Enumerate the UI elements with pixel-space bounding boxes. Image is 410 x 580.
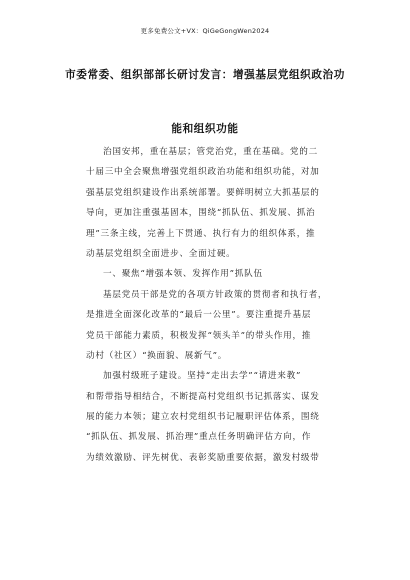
body-line: 动村（社区）“换面貌、展新气”。 (86, 350, 228, 361)
body-line: 展的能力本领；建立农村党组织书记履职评估体系，围绕 (86, 412, 320, 423)
body-line: 加强村级班子建设。坚持“走出去学”“请进来教” (103, 371, 302, 382)
body-line: 理”三条主线，完善上下贯通、执行有力的组织体系，推 (86, 228, 316, 239)
document-title-line-2: 能和组织功能 (171, 123, 239, 135)
body-line: 基层党员干部是党的各项方针政策的贯彻者和执行者， (103, 289, 328, 300)
body-line: 十届三中全会聚焦增强党组织政治功能和组织功能，对加 (86, 167, 320, 178)
header-note: 更多免费公文+VX：QiGeGongWen2024 (140, 27, 270, 35)
document-body (86, 142, 356, 468)
section-heading: 一、聚焦“增强本领、发挥作用”抓队伍 (103, 269, 263, 280)
body-line: 治国安邦，重在基层；管党治党，重在基础。党的二 (103, 147, 318, 157)
body-line: 导向，更加注重强基固本，围绕“抓队伍、抓发展、抓治 (86, 208, 316, 219)
body-line: 党员干部能力素质，积极发挥“领头羊”的带头作用，推 (86, 330, 312, 341)
body-line: 为绩效激励、评先树优、表彰奖励重要依据，激发村级带 (86, 452, 320, 463)
body-line: 动基层党组织全面进步、全面过硬。 (86, 248, 236, 259)
document-title-line-1: 市委常委、组织部部长研讨发言：增强基层党组织政治功 (65, 69, 345, 81)
body-line: 是推进全面深化改革的“最后一公里”。要注重提升基层 (86, 310, 312, 321)
body-line: “抓队伍、抓发展、抓治理”重点任务明确评估方向，作 (86, 432, 312, 443)
body-line: 强基层党组织建设作出系统部署。要鲜明树立大抓基层的 (86, 187, 320, 198)
body-line: 和帮带指导相结合，不断提高村党组织书记抓落实、谋发 (86, 391, 320, 402)
